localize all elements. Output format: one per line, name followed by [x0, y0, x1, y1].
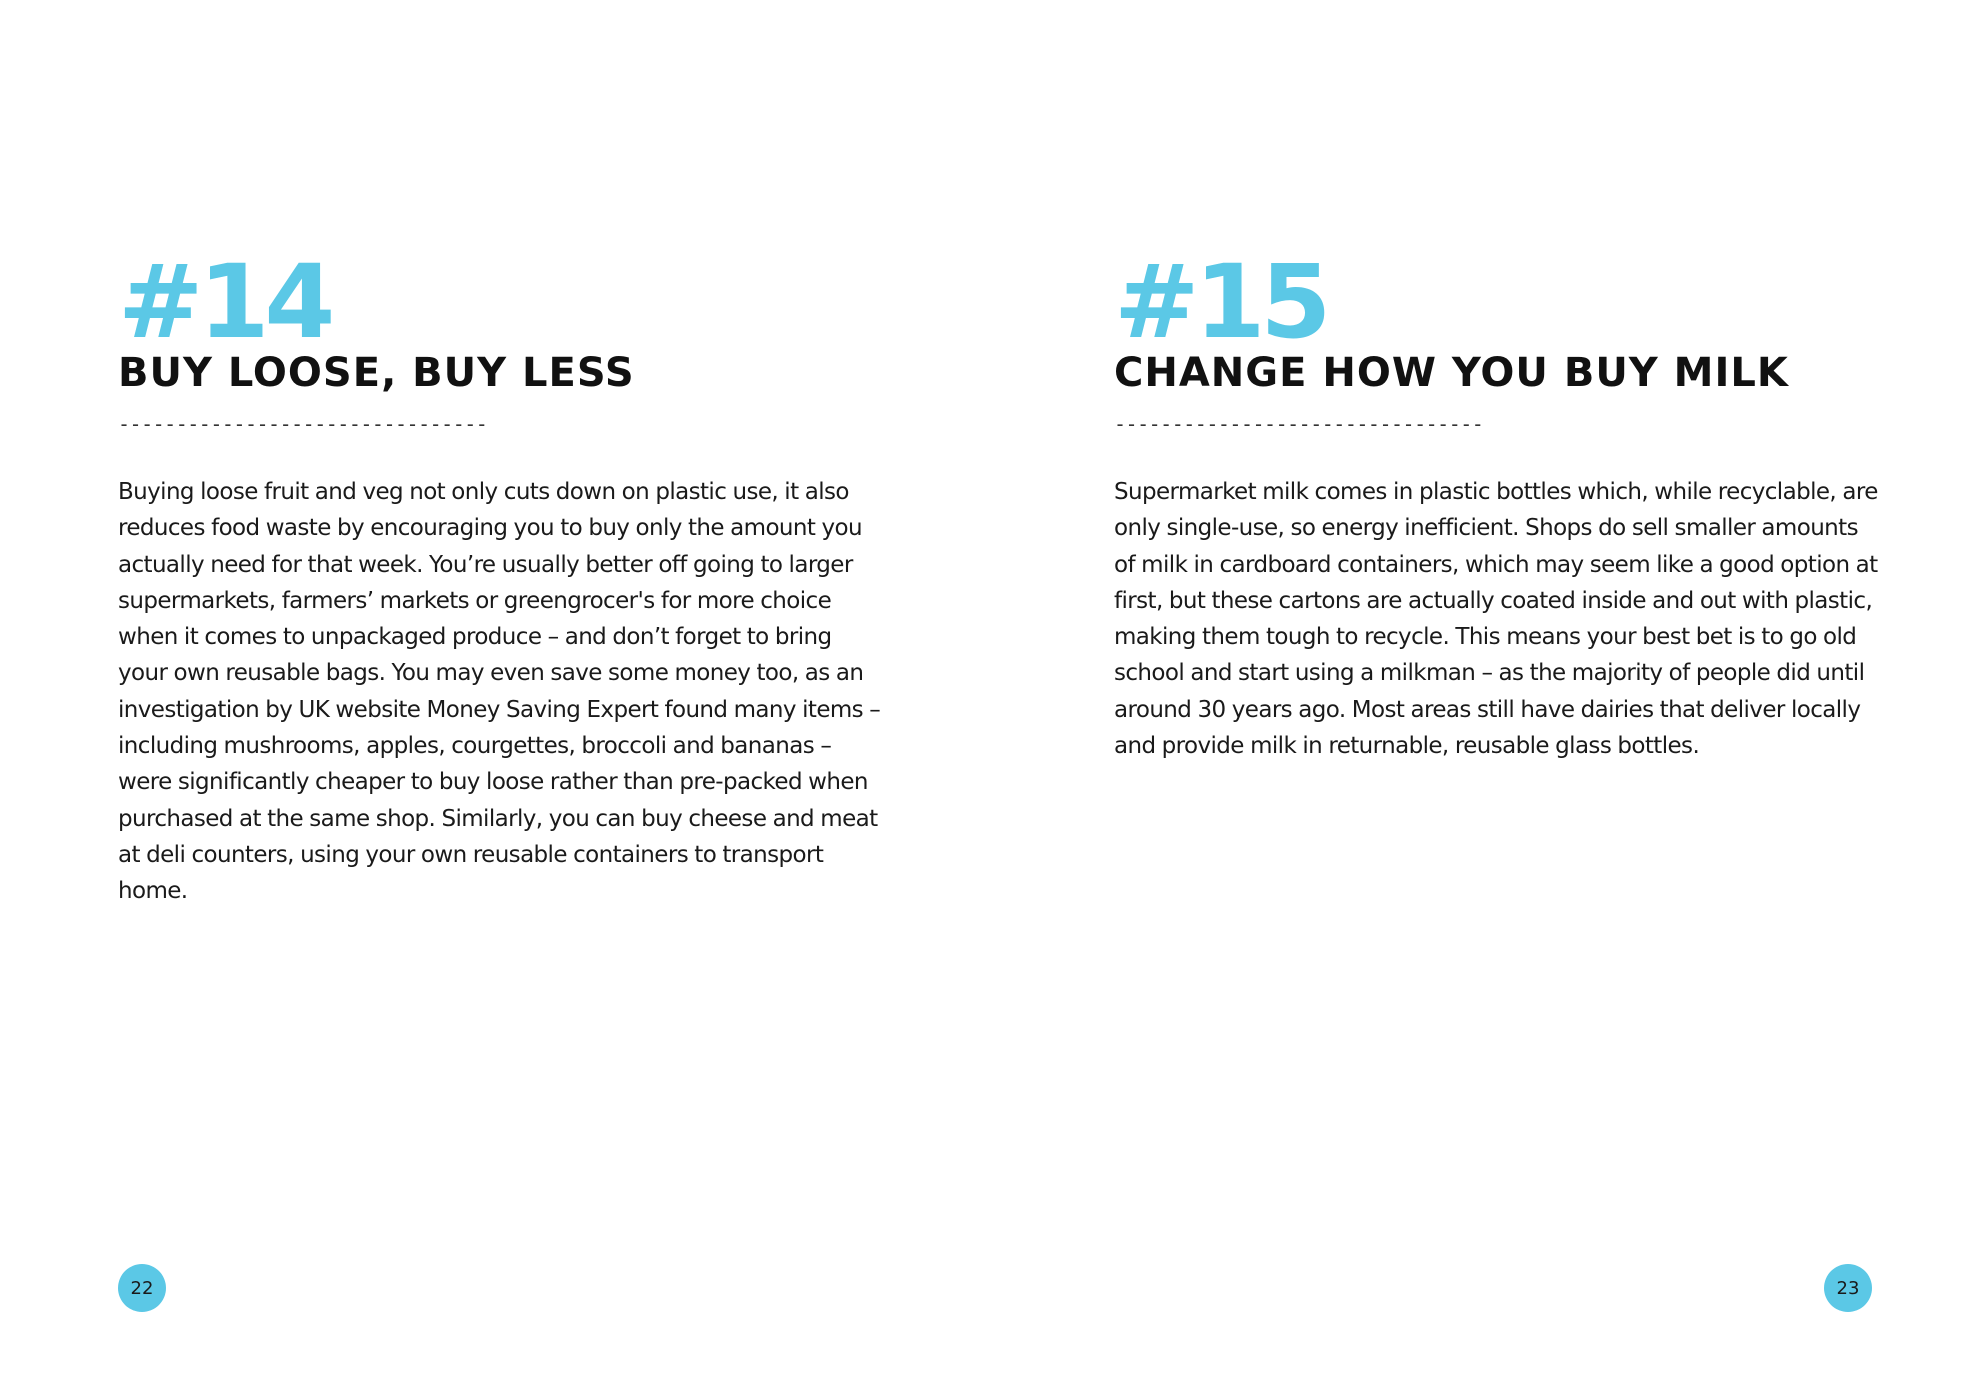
- tip-title: CHANGE HOW YOU BUY MILK: [1114, 350, 1789, 396]
- page-number-badge: 23: [1824, 1264, 1872, 1312]
- tip-body-text: Buying loose fruit and veg not only cuts down on plastic use, it also reduces food waste by encouraging you to buy only the amount you actually need for that week. You’re usually better off going to larger supermarkets, farmers’ markets or greengrocer's for more choice when it comes to unpackaged produce – and don’t forget to bring your own reusable bags. You may even save some money too, as an investigation by UK website Money Saving Expert found many items – including mushrooms, apples, courgettes, broccoli and bananas – were significantly cheaper to buy loose rather than pre-packed when purchased at the same shop. Similarly, you can buy cheese and meat at deli counters, using your own reusable containers to transport home.: [118, 479, 881, 905]
- left-page: [0, 0, 992, 1378]
- dashed-divider: --------------------------------: [118, 412, 488, 436]
- tip-section-14: [118, 243, 888, 910]
- tip-body-text: Supermarket milk comes in plastic bottles which, while recyclable, are only single-use, so energy inefficient. Shops do sell smaller amounts of milk in cardboard containers, which may seem like a good option at first, but these cartons are actually coated inside and out with plastic, making them tough to recycle. This means your best bet is to go old school and start using a milkman – as the majority of people did until around 30 years ago. Most areas still have dairies that deliver locally and provide milk in returnable, reusable glass bottles.: [1114, 479, 1878, 760]
- tip-number: #15: [1114, 243, 1327, 362]
- dashed-divider: --------------------------------: [1114, 412, 1484, 436]
- right-page: [993, 0, 1985, 1378]
- tip-section-15: [1114, 243, 1884, 764]
- page-number-badge: 22: [118, 1264, 166, 1312]
- tip-title: BUY LOOSE, BUY LESS: [118, 350, 635, 396]
- tip-number: #14: [118, 243, 331, 362]
